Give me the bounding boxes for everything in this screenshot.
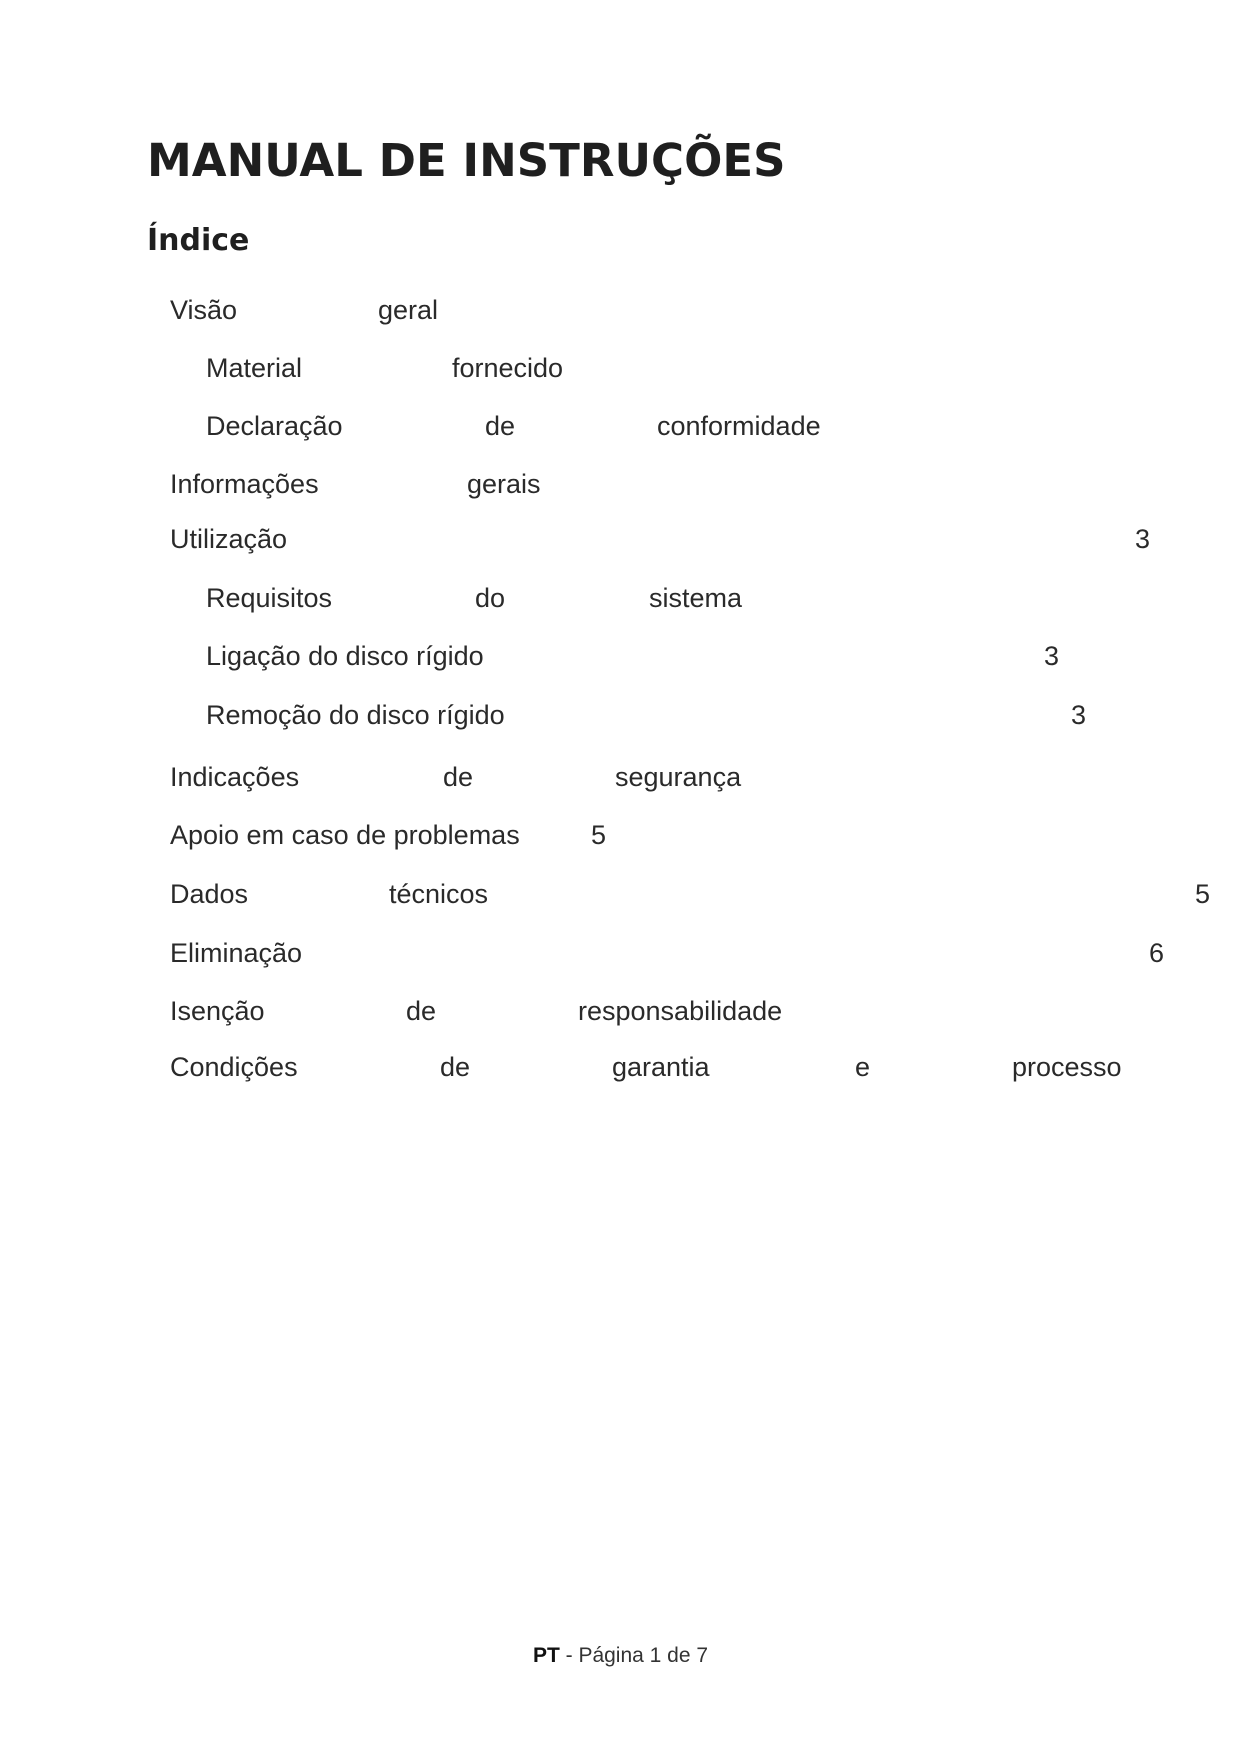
page-footer (0, 1644, 1241, 1668)
toc-entry-word: Apoio em caso de problemas (170, 820, 520, 850)
toc-entry-page: 6 (1149, 938, 1165, 968)
toc-entry-word: processo (1012, 1052, 1122, 1082)
toc-entry-page: 5 (591, 820, 607, 850)
toc-entry-page: 5 (1195, 879, 1211, 909)
toc-entry-word: Visão (170, 295, 238, 325)
toc-entry-word: Isenção (170, 996, 265, 1026)
toc-entry-word: Dados (170, 879, 249, 909)
toc-entry-word: de (440, 1052, 471, 1082)
toc-heading: Índice (147, 223, 250, 258)
toc-entry-word: gerais (467, 469, 541, 499)
toc-entry-word: Requisitos (206, 583, 333, 613)
document-title: MANUAL DE INSTRUÇÕES (147, 134, 786, 187)
toc-entry-word: técnicos (389, 879, 489, 909)
toc-entry-page: 3 (1044, 641, 1060, 671)
toc-entry-word: de (406, 996, 437, 1026)
toc-entry-word: de (443, 762, 474, 792)
toc-entry-word: fornecido (452, 353, 564, 383)
toc-entry-word: Utilização (170, 524, 288, 554)
footer-language: PT (532, 1644, 560, 1667)
toc-entry-word: geral (378, 295, 439, 325)
toc-entry-word: garantia (612, 1052, 710, 1082)
toc-entry-word: e (855, 1052, 871, 1082)
toc-entry-page: 3 (1135, 524, 1151, 554)
toc-entry-word: Ligação do disco rígido (206, 641, 484, 671)
toc-entry-word: responsabilidade (578, 996, 783, 1026)
toc-entry-word: conformidade (657, 411, 821, 441)
footer-page-number: - Página 1 de 7 (559, 1644, 709, 1667)
toc-entry-word: do (475, 583, 506, 613)
toc-entry-word: Informações (170, 469, 319, 499)
toc-entry-word: Declaração (206, 411, 343, 441)
toc-entry-word: Remoção do disco rígido (206, 700, 505, 730)
toc-entry-word: de (485, 411, 516, 441)
toc-entry-word: Material (206, 353, 303, 383)
toc-entry-word: sistema (649, 583, 743, 613)
toc-entry-word: Indicações (170, 762, 300, 792)
toc-entry-word: segurança (615, 762, 742, 792)
toc-entry-word: Eliminação (170, 938, 303, 968)
toc-entry-page: 3 (1071, 700, 1087, 730)
toc-entry-word: Condições (170, 1052, 298, 1082)
